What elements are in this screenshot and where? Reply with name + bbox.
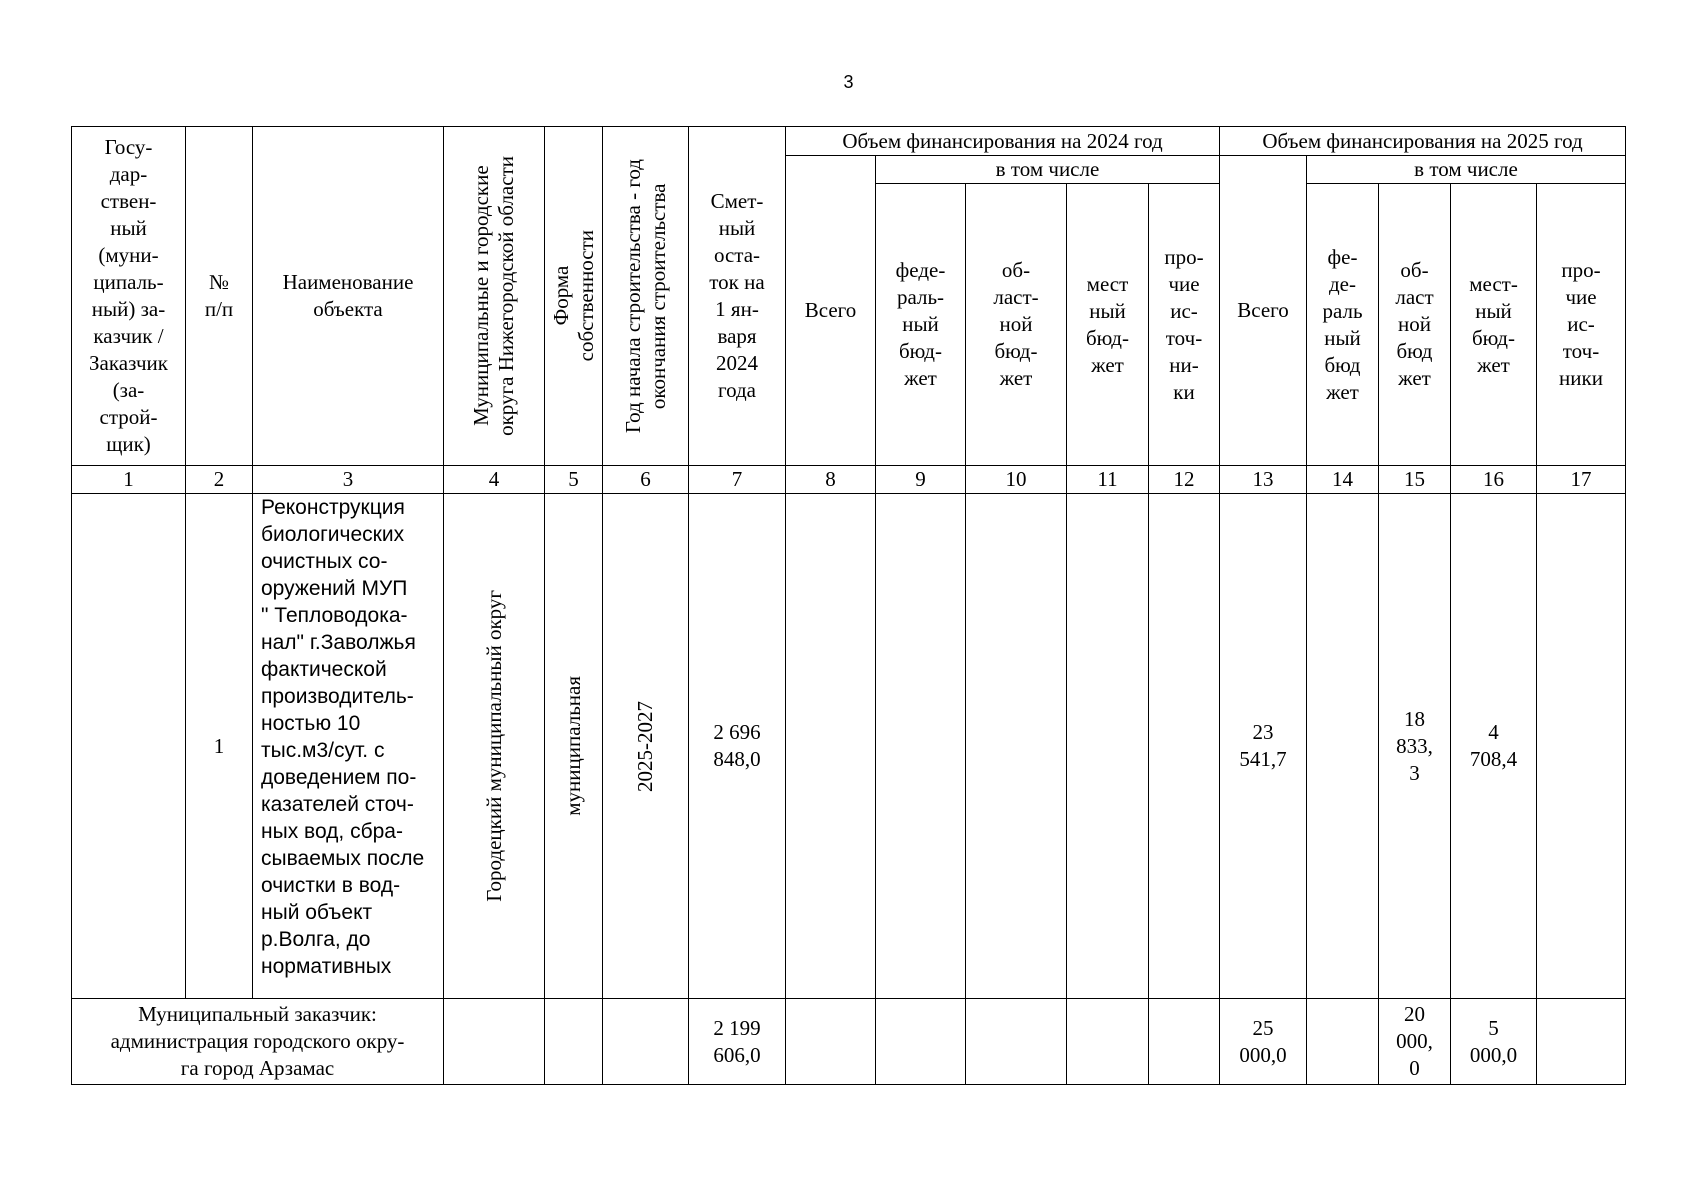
header-no: № п/п	[186, 127, 253, 466]
row-local-2024	[1067, 494, 1149, 999]
row-ownership	[545, 494, 603, 999]
header-funding-2025: Объем финансирования на 2025 год	[1220, 127, 1626, 156]
row-total-2024	[786, 494, 876, 999]
column-number: 15	[1379, 466, 1451, 494]
summary-total-2025: 25 000,0	[1220, 999, 1307, 1085]
row-customer-cell	[72, 494, 186, 999]
row-estimate: 2 696 848,0	[689, 494, 786, 999]
summary-estimate: 2 199 606,0	[689, 999, 786, 1085]
row-municipality	[444, 494, 545, 999]
header-total-2024: Всего	[786, 156, 876, 466]
row-no: 1	[186, 494, 253, 999]
row-local-2025: 4 708,4	[1451, 494, 1537, 999]
summary-federal-2025	[1307, 999, 1379, 1085]
header-local-2024: мест ный бюд- жет	[1067, 184, 1149, 466]
summary-total-2024	[786, 999, 876, 1085]
table-row	[72, 494, 1626, 999]
row-total-2025: 23 541,7	[1220, 494, 1307, 999]
summary-local-2024	[1067, 999, 1149, 1085]
summary-row	[72, 999, 1626, 1085]
header-row-1	[72, 127, 1626, 156]
header-ownership-text: Форма собственности	[548, 230, 598, 362]
column-number: 16	[1451, 466, 1537, 494]
column-number: 2	[186, 466, 253, 494]
column-number-row	[72, 466, 1626, 494]
header-federal-2024: феде- раль- ный бюд- жет	[876, 184, 966, 466]
summary-local-2025: 5 000,0	[1451, 999, 1537, 1085]
row-other-2025	[1537, 494, 1626, 999]
header-object-name: Наименование объекта	[253, 127, 444, 466]
summary-other-2024	[1149, 999, 1220, 1085]
header-municipality	[444, 127, 545, 466]
row-other-2024	[1149, 494, 1220, 999]
header-other-2025: про- чие ис- точ- ники	[1537, 184, 1626, 466]
header-years	[603, 127, 689, 466]
column-number: 10	[966, 466, 1067, 494]
header-funding-2024: Объем финансирования на 2024 год	[786, 127, 1220, 156]
column-number: 5	[545, 466, 603, 494]
column-number: 1	[72, 466, 186, 494]
summary-label: Муниципальный заказчик: администрация городского окру- га город Арзамас	[72, 999, 444, 1085]
column-number: 3	[253, 466, 444, 494]
summary-federal-2024	[876, 999, 966, 1085]
header-municipality-text: Муниципальные и городские округа Нижегородской области	[469, 156, 518, 436]
header-customer: Госу- дар- ствен- ный (муни- ципаль- ный) за- казчик / Заказчик (за- строй- щик)	[72, 127, 186, 466]
column-number: 7	[689, 466, 786, 494]
column-number: 8	[786, 466, 876, 494]
header-regional-2025: об- ласт ной бюд жет	[1379, 184, 1451, 466]
column-number: 13	[1220, 466, 1307, 494]
header-including-2024: в том числе	[876, 156, 1220, 184]
column-number: 14	[1307, 466, 1379, 494]
header-estimate: Смет- ный оста- ток на 1 ян- варя 2024 года	[689, 127, 786, 466]
summary-regional-2025: 20 000, 0	[1379, 999, 1451, 1085]
column-number: 17	[1537, 466, 1626, 494]
header-ownership	[545, 127, 603, 466]
row-regional-2024	[966, 494, 1067, 999]
funding-table	[71, 126, 1626, 1085]
summary-ownership	[545, 999, 603, 1085]
row-federal-2024	[876, 494, 966, 999]
row-ownership-text: муниципальная	[561, 676, 585, 816]
header-regional-2024: об- ласт- ной бюд- жет	[966, 184, 1067, 466]
column-number: 11	[1067, 466, 1149, 494]
summary-regional-2024	[966, 999, 1067, 1085]
header-federal-2025: фе- де- раль ный бюд жет	[1307, 184, 1379, 466]
row-object-name: Реконструкция биологических очистных со- оружений МУП " Тепловодока- нал" г.Заволжья фактической производитель- ностью 10 тыс.м3/сут. с доведением по- казателей сточ- ных вод, сбра- сываемых после очистки в вод- ный объект р.Волга, до нормативных	[253, 494, 444, 999]
column-number: 9	[876, 466, 966, 494]
column-number: 6	[603, 466, 689, 494]
row-years-text: 2025-2027	[633, 700, 657, 792]
header-years-text: Год начала строительства - год окончания строительства	[620, 158, 670, 434]
row-regional-2025: 18 833, 3	[1379, 494, 1451, 999]
column-number: 12	[1149, 466, 1220, 494]
header-including-2025: в том числе	[1307, 156, 1626, 184]
summary-years	[603, 999, 689, 1085]
row-municipality-text: Городецкий муниципальный округ	[481, 590, 506, 902]
column-number: 4	[444, 466, 545, 494]
summary-municipality	[444, 999, 545, 1085]
row-years	[603, 494, 689, 999]
header-other-2024: про- чие ис- точ- ни- ки	[1149, 184, 1220, 466]
header-local-2025: мест- ный бюд- жет	[1451, 184, 1537, 466]
row-federal-2025	[1307, 494, 1379, 999]
header-total-2025: Всего	[1220, 156, 1307, 466]
summary-other-2025	[1537, 999, 1626, 1085]
page-number: 3	[843, 72, 854, 92]
